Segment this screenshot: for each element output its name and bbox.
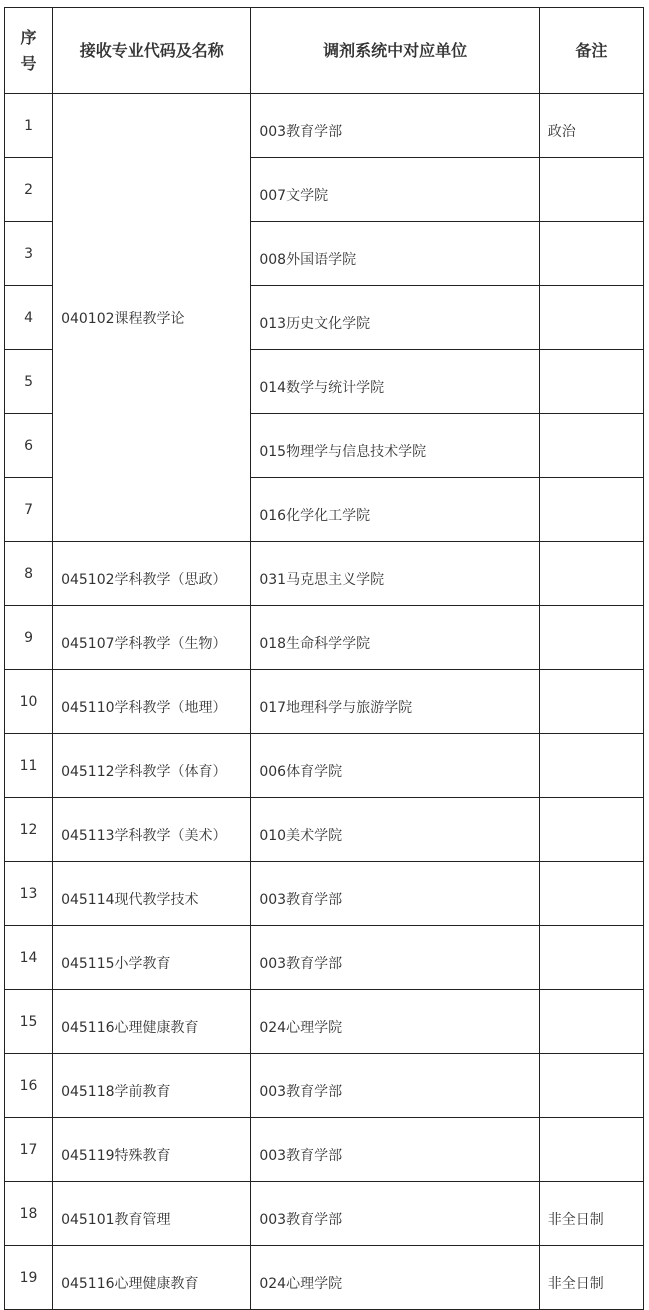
table-row (5, 670, 644, 734)
row-index: 18 (5, 1182, 53, 1246)
row-index: 15 (5, 990, 53, 1054)
row-note (539, 286, 643, 350)
row-major: 040102课程教学论 (53, 94, 251, 542)
row-unit: 018生命科学学院 (251, 606, 539, 670)
table-row (5, 1182, 644, 1246)
row-note (539, 926, 643, 990)
row-unit: 013历史文化学院 (251, 286, 539, 350)
row-index: 3 (5, 222, 53, 286)
row-index: 14 (5, 926, 53, 990)
row-index: 5 (5, 350, 53, 414)
table-row (5, 1118, 644, 1182)
table-row (5, 1246, 644, 1310)
row-note (539, 606, 643, 670)
row-unit: 003教育学部 (251, 94, 539, 158)
header-row (5, 8, 644, 94)
row-note (539, 478, 643, 542)
row-major: 045110学科教学（地理） (53, 670, 251, 734)
row-note (539, 350, 643, 414)
table-row (5, 606, 644, 670)
row-note: 政治 (539, 94, 643, 158)
row-note (539, 222, 643, 286)
row-note (539, 542, 643, 606)
row-major: 045114现代教学技术 (53, 862, 251, 926)
row-unit: 024心理学院 (251, 990, 539, 1054)
row-note (539, 1054, 643, 1118)
row-unit: 031马克思主义学院 (251, 542, 539, 606)
row-major: 045116心理健康教育 (53, 1246, 251, 1310)
row-unit: 003教育学部 (251, 1182, 539, 1246)
row-note (539, 798, 643, 862)
row-index: 11 (5, 734, 53, 798)
adjustment-table (4, 7, 644, 1310)
row-unit: 003教育学部 (251, 1054, 539, 1118)
row-unit: 007文学院 (251, 158, 539, 222)
row-unit: 024心理学院 (251, 1246, 539, 1310)
row-note: 非全日制 (539, 1246, 643, 1310)
table-row (5, 542, 644, 606)
row-index: 7 (5, 478, 53, 542)
row-unit: 016化学化工学院 (251, 478, 539, 542)
row-unit: 008外国语学院 (251, 222, 539, 286)
row-index: 8 (5, 542, 53, 606)
header-index (5, 8, 53, 94)
row-note (539, 862, 643, 926)
row-note (539, 414, 643, 478)
row-major: 045118学前教育 (53, 1054, 251, 1118)
row-note (539, 158, 643, 222)
row-unit: 003教育学部 (251, 1118, 539, 1182)
table-row (5, 990, 644, 1054)
row-index: 16 (5, 1054, 53, 1118)
row-note (539, 1118, 643, 1182)
row-index: 19 (5, 1246, 53, 1310)
row-index: 4 (5, 286, 53, 350)
header-major: 接收专业代码及名称 (53, 8, 251, 94)
table-row (5, 862, 644, 926)
row-major: 045107学科教学（生物） (53, 606, 251, 670)
table-row (5, 94, 644, 158)
row-index: 6 (5, 414, 53, 478)
row-unit: 003教育学部 (251, 862, 539, 926)
table-row (5, 926, 644, 990)
row-major: 045102学科教学（思政） (53, 542, 251, 606)
row-index: 2 (5, 158, 53, 222)
row-index: 12 (5, 798, 53, 862)
row-unit: 015物理学与信息技术学院 (251, 414, 539, 478)
row-index: 17 (5, 1118, 53, 1182)
row-major: 045115小学教育 (53, 926, 251, 990)
row-index: 10 (5, 670, 53, 734)
row-index: 9 (5, 606, 53, 670)
row-major: 045119特殊教育 (53, 1118, 251, 1182)
row-note (539, 990, 643, 1054)
header-note: 备注 (539, 8, 643, 94)
row-note (539, 734, 643, 798)
table-row (5, 734, 644, 798)
row-unit: 006体育学院 (251, 734, 539, 798)
row-note: 非全日制 (539, 1182, 643, 1246)
row-unit: 014数学与统计学院 (251, 350, 539, 414)
row-major: 045101教育管理 (53, 1182, 251, 1246)
row-note (539, 670, 643, 734)
row-unit: 017地理科学与旅游学院 (251, 670, 539, 734)
table-row (5, 1054, 644, 1118)
row-unit: 010美术学院 (251, 798, 539, 862)
row-major: 045113学科教学（美术） (53, 798, 251, 862)
header-index-text: 序 号 (20, 27, 37, 73)
row-unit: 003教育学部 (251, 926, 539, 990)
row-major: 045112学科教学（体育） (53, 734, 251, 798)
row-index: 13 (5, 862, 53, 926)
row-major: 045116心理健康教育 (53, 990, 251, 1054)
table-row (5, 798, 644, 862)
row-index: 1 (5, 94, 53, 158)
header-unit: 调剂系统中对应单位 (251, 8, 539, 94)
